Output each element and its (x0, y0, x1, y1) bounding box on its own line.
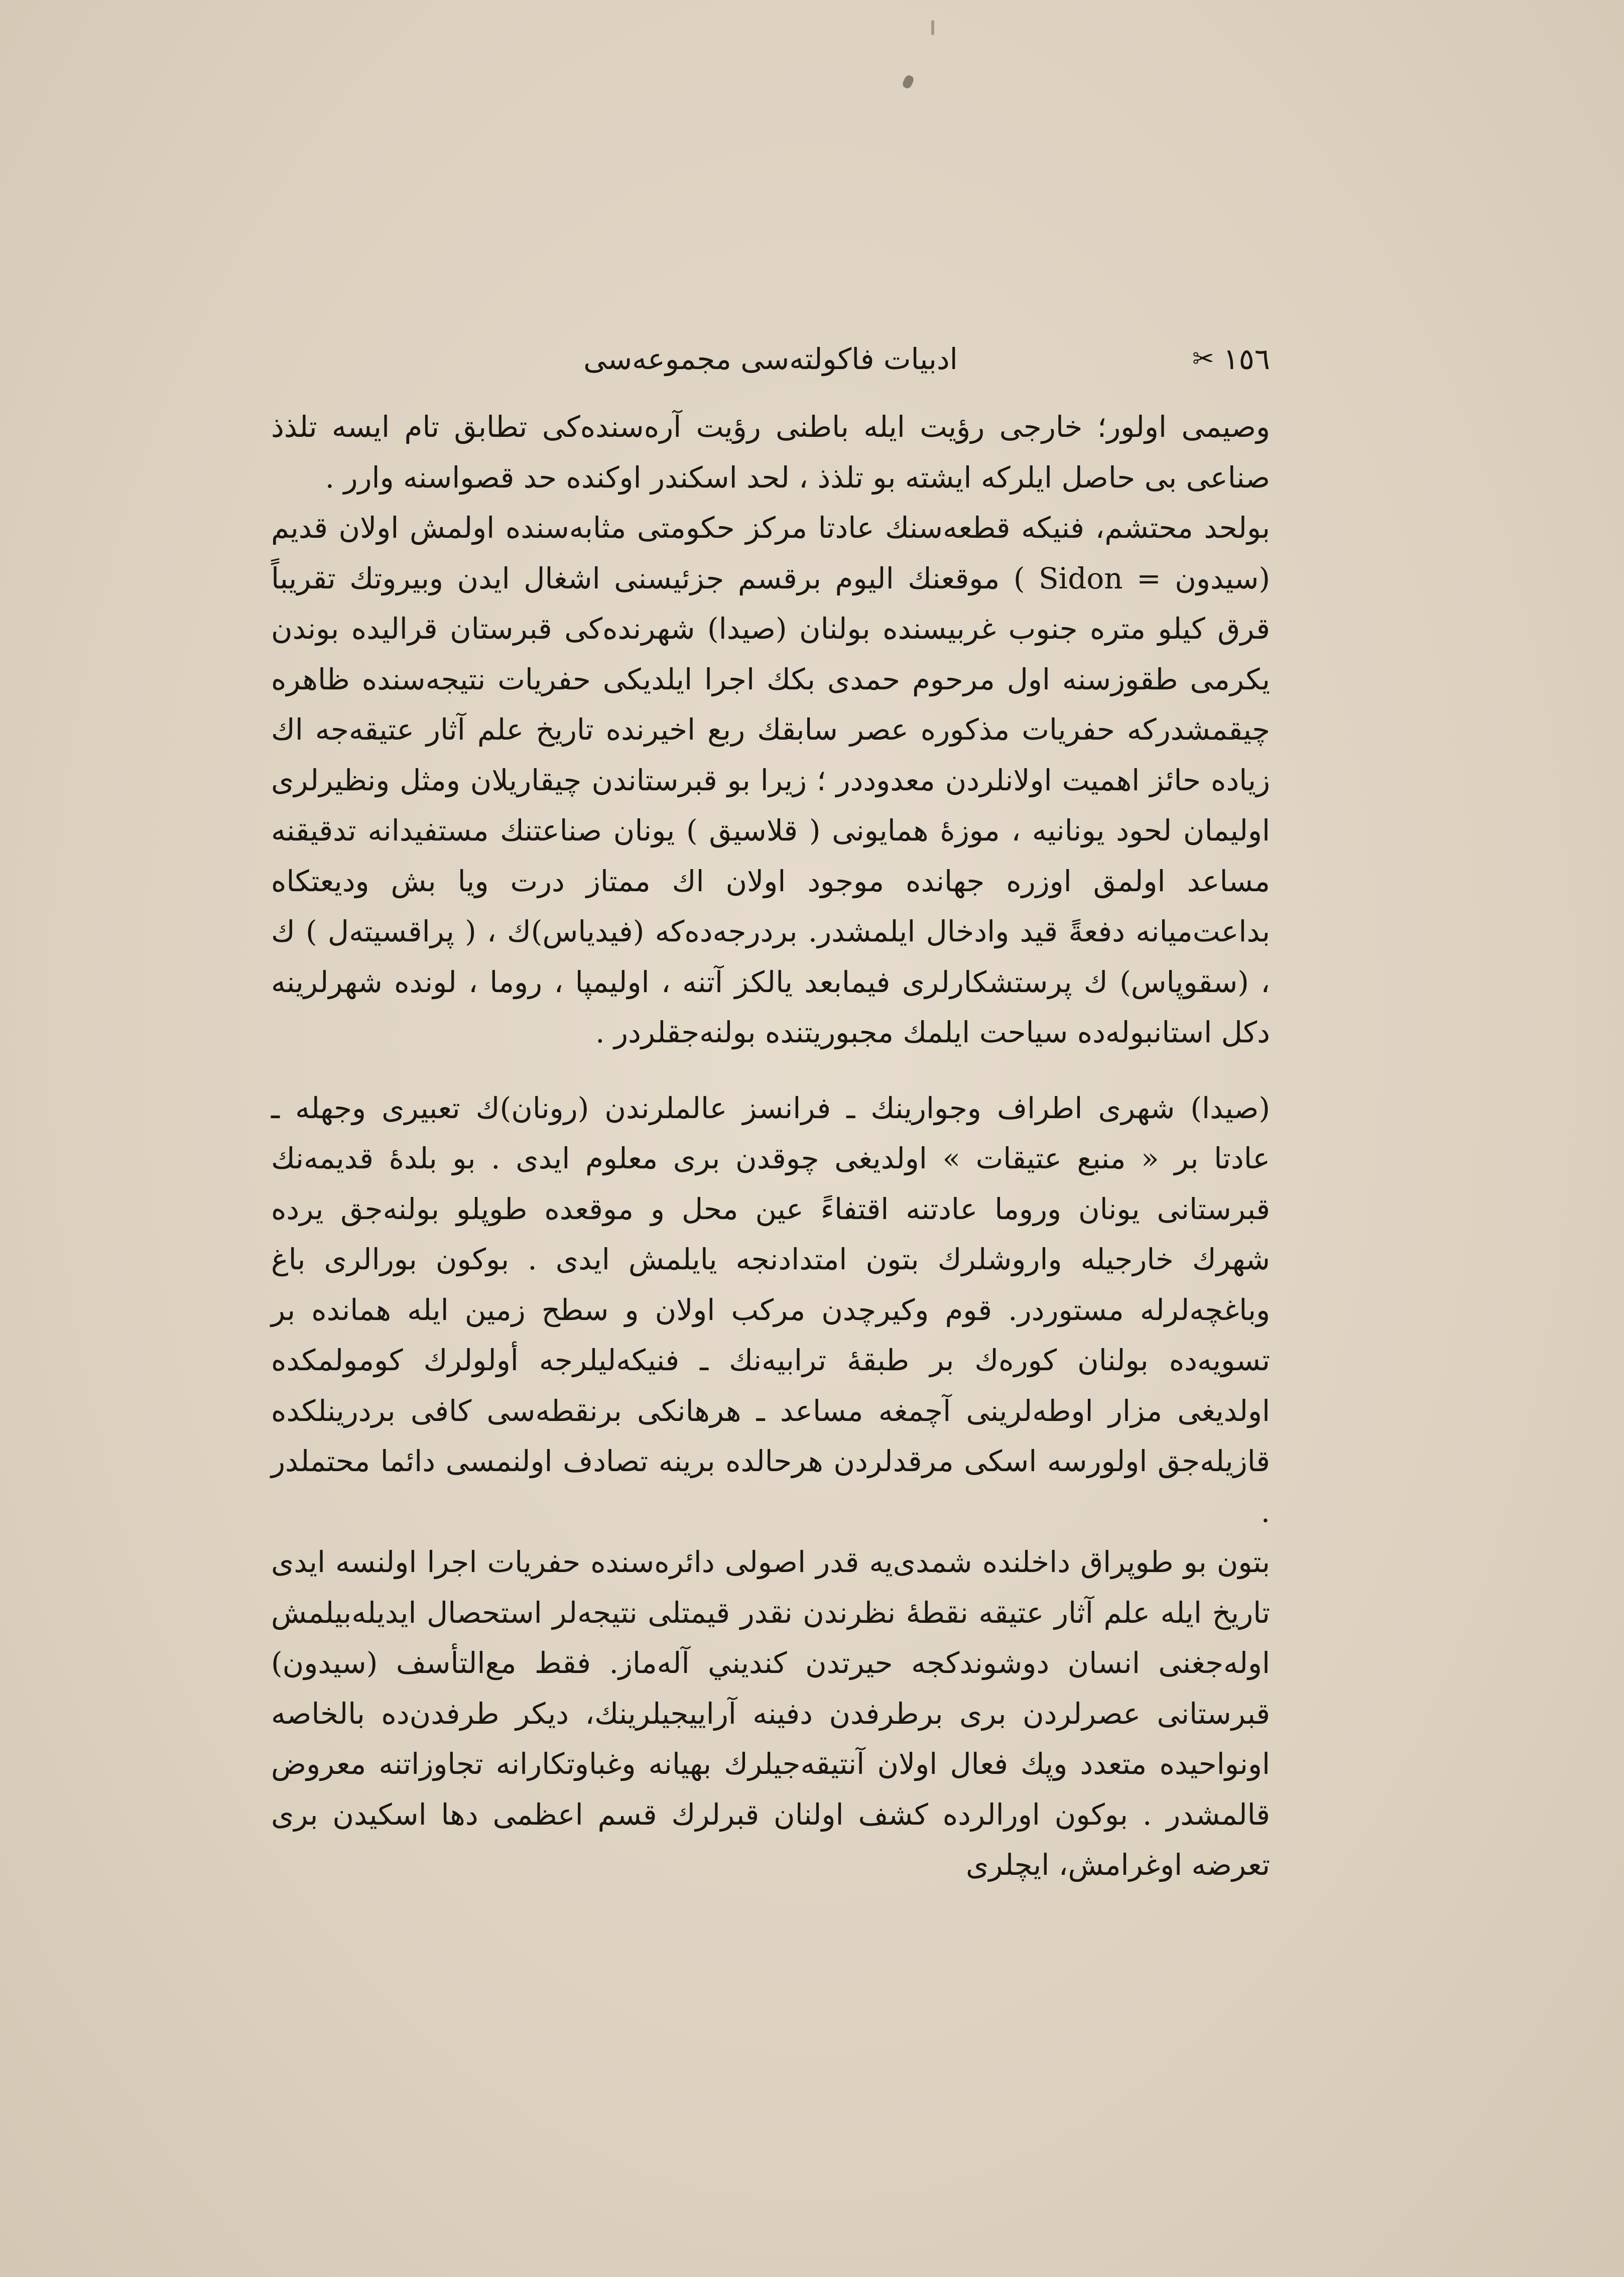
paragraph-2 (271, 503, 1270, 1058)
paragraph-2-part-2: ) موقعنك اليوم برقسم جزئيسنى اشغال ايدن وبيروتك تقريباً قرق كيلو متره جنوب غربيسنده بولنان (صيدا) شهرنده‌كى قبرستان قراليده بوندن يكرمى طقوزسنه اول مرحوم حمدى بكك اجرا ايلديكى حفريات نتيجه‌سنده ظاهره چيقمشدركه حفريات مذكوره عصر سابقك ربع اخيرنده تاريخ علم آثار عتيقه‌جه اك زياده حائز اهميت اولانلردن معدوددر ؛ زيرا بو قبرستاندن چيقاريلان ومثل ونظيرلرى اوليمان لحود يونانيه ، موزهٔ همايونى ( قلاسيق ) يونان صناعتنك مستفيدانه تدقيقنه مساعد اولمق اوزره جهانده موجود اولان اك ممتاز درت ويا بش وديعتكاه بداعت‌ميانه دفعةً قيد وادخال ايلمشدر. بردرجه‌ده‌كه (فيدياس)ك ، ( پراقسيته‌ل ) ك ، (سقوپاس) ك پرستشكارلرى فيمابعد يالكز آتنه ، اوليمپا ، روما ، لونده شهرلرينه دكل استانبوله‌ده سياحت ايلمك مجبوريتنده بولنه‌جقلردر . (271, 561, 1270, 1049)
paragraph-2-part-1: بولحد محتشم، فنيكه قطعه‌سنك عادتا مركز حكومتى مثابه‌سنده اولمش اولان قديم (سيدون = (271, 511, 1271, 595)
body-text (271, 402, 1270, 1890)
scissors-icon: ✂ (1192, 344, 1214, 374)
page-header (271, 336, 1270, 382)
latin-term-sidon: Sidon (1038, 561, 1123, 595)
paragraph-4: بتون بو طوپراق داخلنده شمدى‌يه قدر اصولى دائره‌سنده حفريات اجرا اولنسه ايدى تاريخ ايله علم آثار عتيقه نقطهٔ نظرندن نقدر قيمتلى نتيجه‌لر استحصال ايديله‌بيلمش اوله‌جغنى انسان دوشوندكجه حيرتدن كنديني آله‌ماز. فقط مع‌التأسف (سيدون) قبرستانى عصرلردن برى برطرفدن دفينه آراييجيلرينك، ديكر طرفدن‌ده بالخاصه اونواحيده متعدد وپك فعال اولان آنتيقه‌جيلرك بهيانه وغباوتكارانه تجاوزاتنه معروض قالمشدر . بوكون اورالرده كشف اولنان قبرلرك قسم اعظمى دها اسكيدن برى تعرضه اوغرامش، ايچلرى (271, 1545, 1270, 1882)
ink-smudge (901, 74, 915, 89)
paragraph-1: وصيمى اولور؛ خارجى رؤيت ايله باطنى رؤيت آره‌سنده‌كى تطابق تام ايسه تلذذ صناعى بى حاصل ايلركه ايشته بو تلذذ ، لحد اسكندر اوكنده حد قصواسنه وارر . (271, 410, 1270, 495)
page-number: ١٥٦ (1223, 342, 1270, 376)
running-title: ادبيات فاكولته‌سى مجموعه‌سى (583, 342, 958, 376)
paragraph-3: (صيدا) شهرى اطراف وجوارينك ـ فرانسز عالملرندن (رونان)ك تعبيرى وجهله ـ عادتا بر « منبع عتيقات » اولديغى چوقدن برى معلوم ايدى . بو بلدهٔ قديمه‌نك قبرستانى يونان وروما عادتنه اقتفاءً عين محل و موقعده طوپلو بولنه‌جق يرده شهرك خارجيله واروشلرك بتون امتدادنجه يايلمش ايدى . بوكون بورالرى باغ وباغچه‌لرله مستوردر. قوم وكيرچدن مركب اولان و سطح زمين ايله همانده بر تسويه‌ده بولنان كوره‌ك بر طبقهٔ ترابيه‌نك ـ فنيكه‌ليلرجه أولولرك كومولمكده اولديغى مزار اوطه‌لرينى آچمغه مساعد ـ هرهانكى برنقطه‌سى كافى بردرينلكده قازيله‌جق اولورسه اسكى مرقدلردن هرحالده برينه تصادف اولنمسى دائما محتملدر . (271, 1091, 1270, 1529)
ink-mark (931, 20, 934, 35)
